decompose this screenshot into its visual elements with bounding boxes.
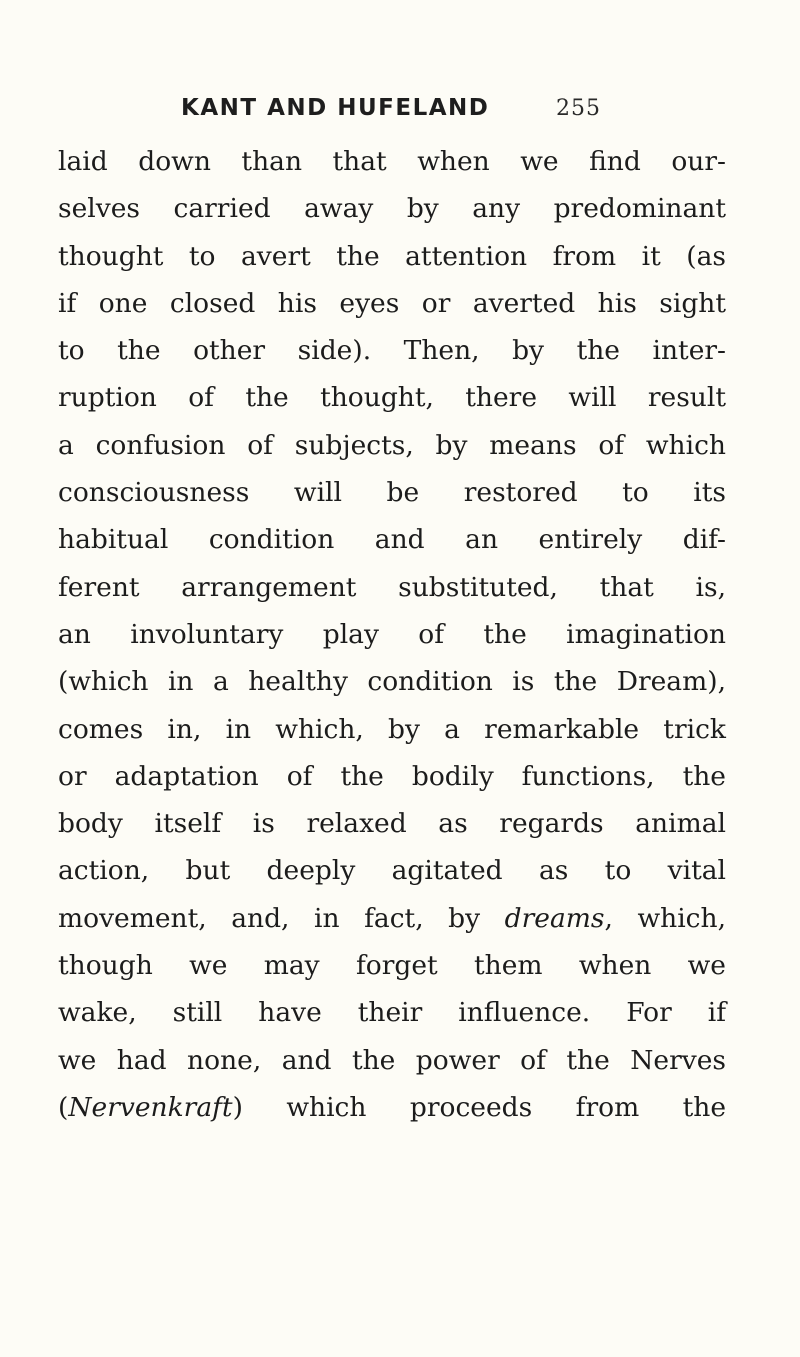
text-run: , which, [604, 902, 727, 934]
text-line: body itself is relaxed as regards animal [58, 808, 726, 840]
body-text [58, 138, 726, 1131]
running-title: KANT AND HUFELAND [181, 95, 490, 121]
text-line: or adaptation of the bodily functions, the [58, 760, 726, 792]
text-line: ruption of the thought, there will result [58, 382, 726, 414]
page-number: 255 [556, 95, 601, 121]
running-head [181, 88, 601, 128]
text-line: an involuntary play of the imagination [58, 618, 726, 650]
text-line: we had none, and the power of the Nerves [58, 1044, 726, 1076]
text-line: habitual condition and an entirely dif- [58, 524, 726, 556]
text-line: comes in, in which, by a remarkable trick [58, 713, 726, 745]
text-run: ) which proceeds from the [232, 1091, 726, 1123]
text-line: laid down than that when we find our- [58, 146, 726, 177]
text-run: ( [58, 1091, 69, 1123]
text-line: though we may forget them when we [58, 950, 726, 982]
text-line [58, 1084, 726, 1131]
text-line [58, 895, 726, 942]
italic-text: dreams [504, 902, 605, 934]
italic-text: Nervenkraft [68, 1091, 233, 1123]
text-line: ferent arrangement substituted, that is, [58, 571, 726, 603]
text-line: to the other side). Then, by the inter- [58, 335, 726, 367]
text-line: (which in a healthy condition is the Dream), [58, 666, 726, 698]
text-line: consciousness will be restored to its [58, 477, 726, 509]
text-line: a confusion of subjects, by means of which [58, 429, 726, 461]
text-line: if one closed his eyes or averted his sight [58, 287, 726, 319]
text-line: wake, still have their influence. For if [58, 997, 726, 1029]
text-line: thought to avert the attention from it (as [58, 240, 726, 272]
text-line: action, but deeply agitated as to vital [58, 855, 726, 887]
text-line: selves carried away by any predominant [58, 193, 726, 225]
text-run: movement, and, in fact, by [58, 902, 505, 934]
